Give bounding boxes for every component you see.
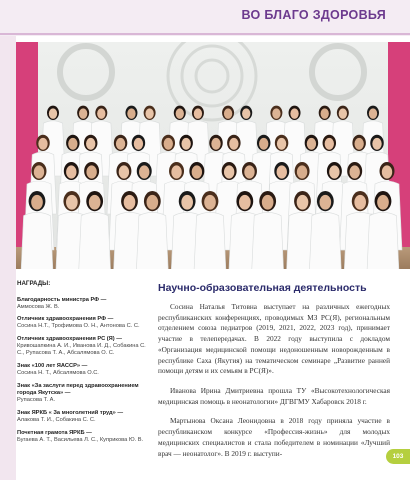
header-divider: [0, 33, 410, 35]
award-names: Сосина Н.Т., Трофимова О. Н., Антонова С. С.: [17, 323, 140, 330]
page-number: 103: [386, 449, 410, 464]
award-item: [17, 363, 147, 377]
award-item: [17, 430, 147, 444]
article-block: [158, 282, 390, 468]
awards-block: [17, 280, 147, 450]
margin-decoration: [0, 36, 16, 480]
award-title: Знак «За заслуги перед здравоохранением города Якутска» —: [17, 383, 139, 397]
award-names: Рупасова Т. А.: [17, 397, 56, 404]
awards-heading: НАГРАДЫ:: [17, 280, 51, 287]
award-item: [17, 336, 147, 357]
group-photo: [16, 42, 410, 269]
award-title: Отличник здравоохранения РС (Я) —: [17, 336, 122, 343]
award-names: Сосина Н. Т., Абсалямова О.С.: [17, 370, 99, 377]
article-title: Научно-образовательная деятельность: [158, 282, 367, 294]
award-names: Аммосова Ж. В.: [17, 303, 60, 310]
article-paragraph: Иванова Ирина Дмитриевна прошла ТУ «Высокотехнологическая медицинская помощь в неонатологии» ДГВГМУ Хабаровск 2018 г.: [158, 386, 390, 406]
award-item: [17, 410, 147, 424]
award-names: Бугаева А. Т., Васильева Л. С., Куприкова Ю. В.: [17, 436, 144, 443]
page-header: [0, 0, 410, 36]
award-title: Почетная грамота ЯРКБ —: [17, 429, 92, 436]
section-title: ВО БЛАГО ЗДОРОВЬЯ: [241, 8, 386, 22]
article-paragraph: Мартынова Оксана Леонидовна в 2018 году приняла участие в республиканском конкурсе «Профессия-жизнь» для молодых медицинских специалистов и стала победителем в номинации «Лучший врач — неонатолог». В 2019 г. выступи-: [158, 416, 390, 458]
award-names: Кривошапкина А. И., Иванова И. Д., Собакина С. С., Рупасова Т. А., Абсалямова О. С.: [17, 343, 146, 357]
article-paragraph: Сосина Наталья Титовна выступает на различных ежегодных республиканских конференциях, проводимых МЗ РС(Я), региональным отделением союза педиатров (2019, 2021, 2022, 2023 год), принимает участие в телепередачах. В 2022 году выступила с докладом «Организация медицинской помощи недоношенным новорожденным в республике Саха (Якутия) на тематическом семинаре „Развитие ранней помощи детям и их семьям в РС(Я)».: [158, 302, 390, 376]
award-title: Отличник здравоохранения РФ —: [17, 316, 114, 323]
award-names: Алакова Т. И., Собакина С. С.: [17, 416, 96, 423]
award-item: [17, 297, 147, 311]
award-title: Благодарность министра РФ —: [17, 296, 107, 303]
award-item: [17, 316, 147, 330]
award-title: Знак ЯРКБ « За многолетний труд» —: [17, 410, 124, 416]
award-item: [17, 383, 147, 404]
award-title: Знак «100 лет ЯАССР» —: [17, 363, 88, 370]
